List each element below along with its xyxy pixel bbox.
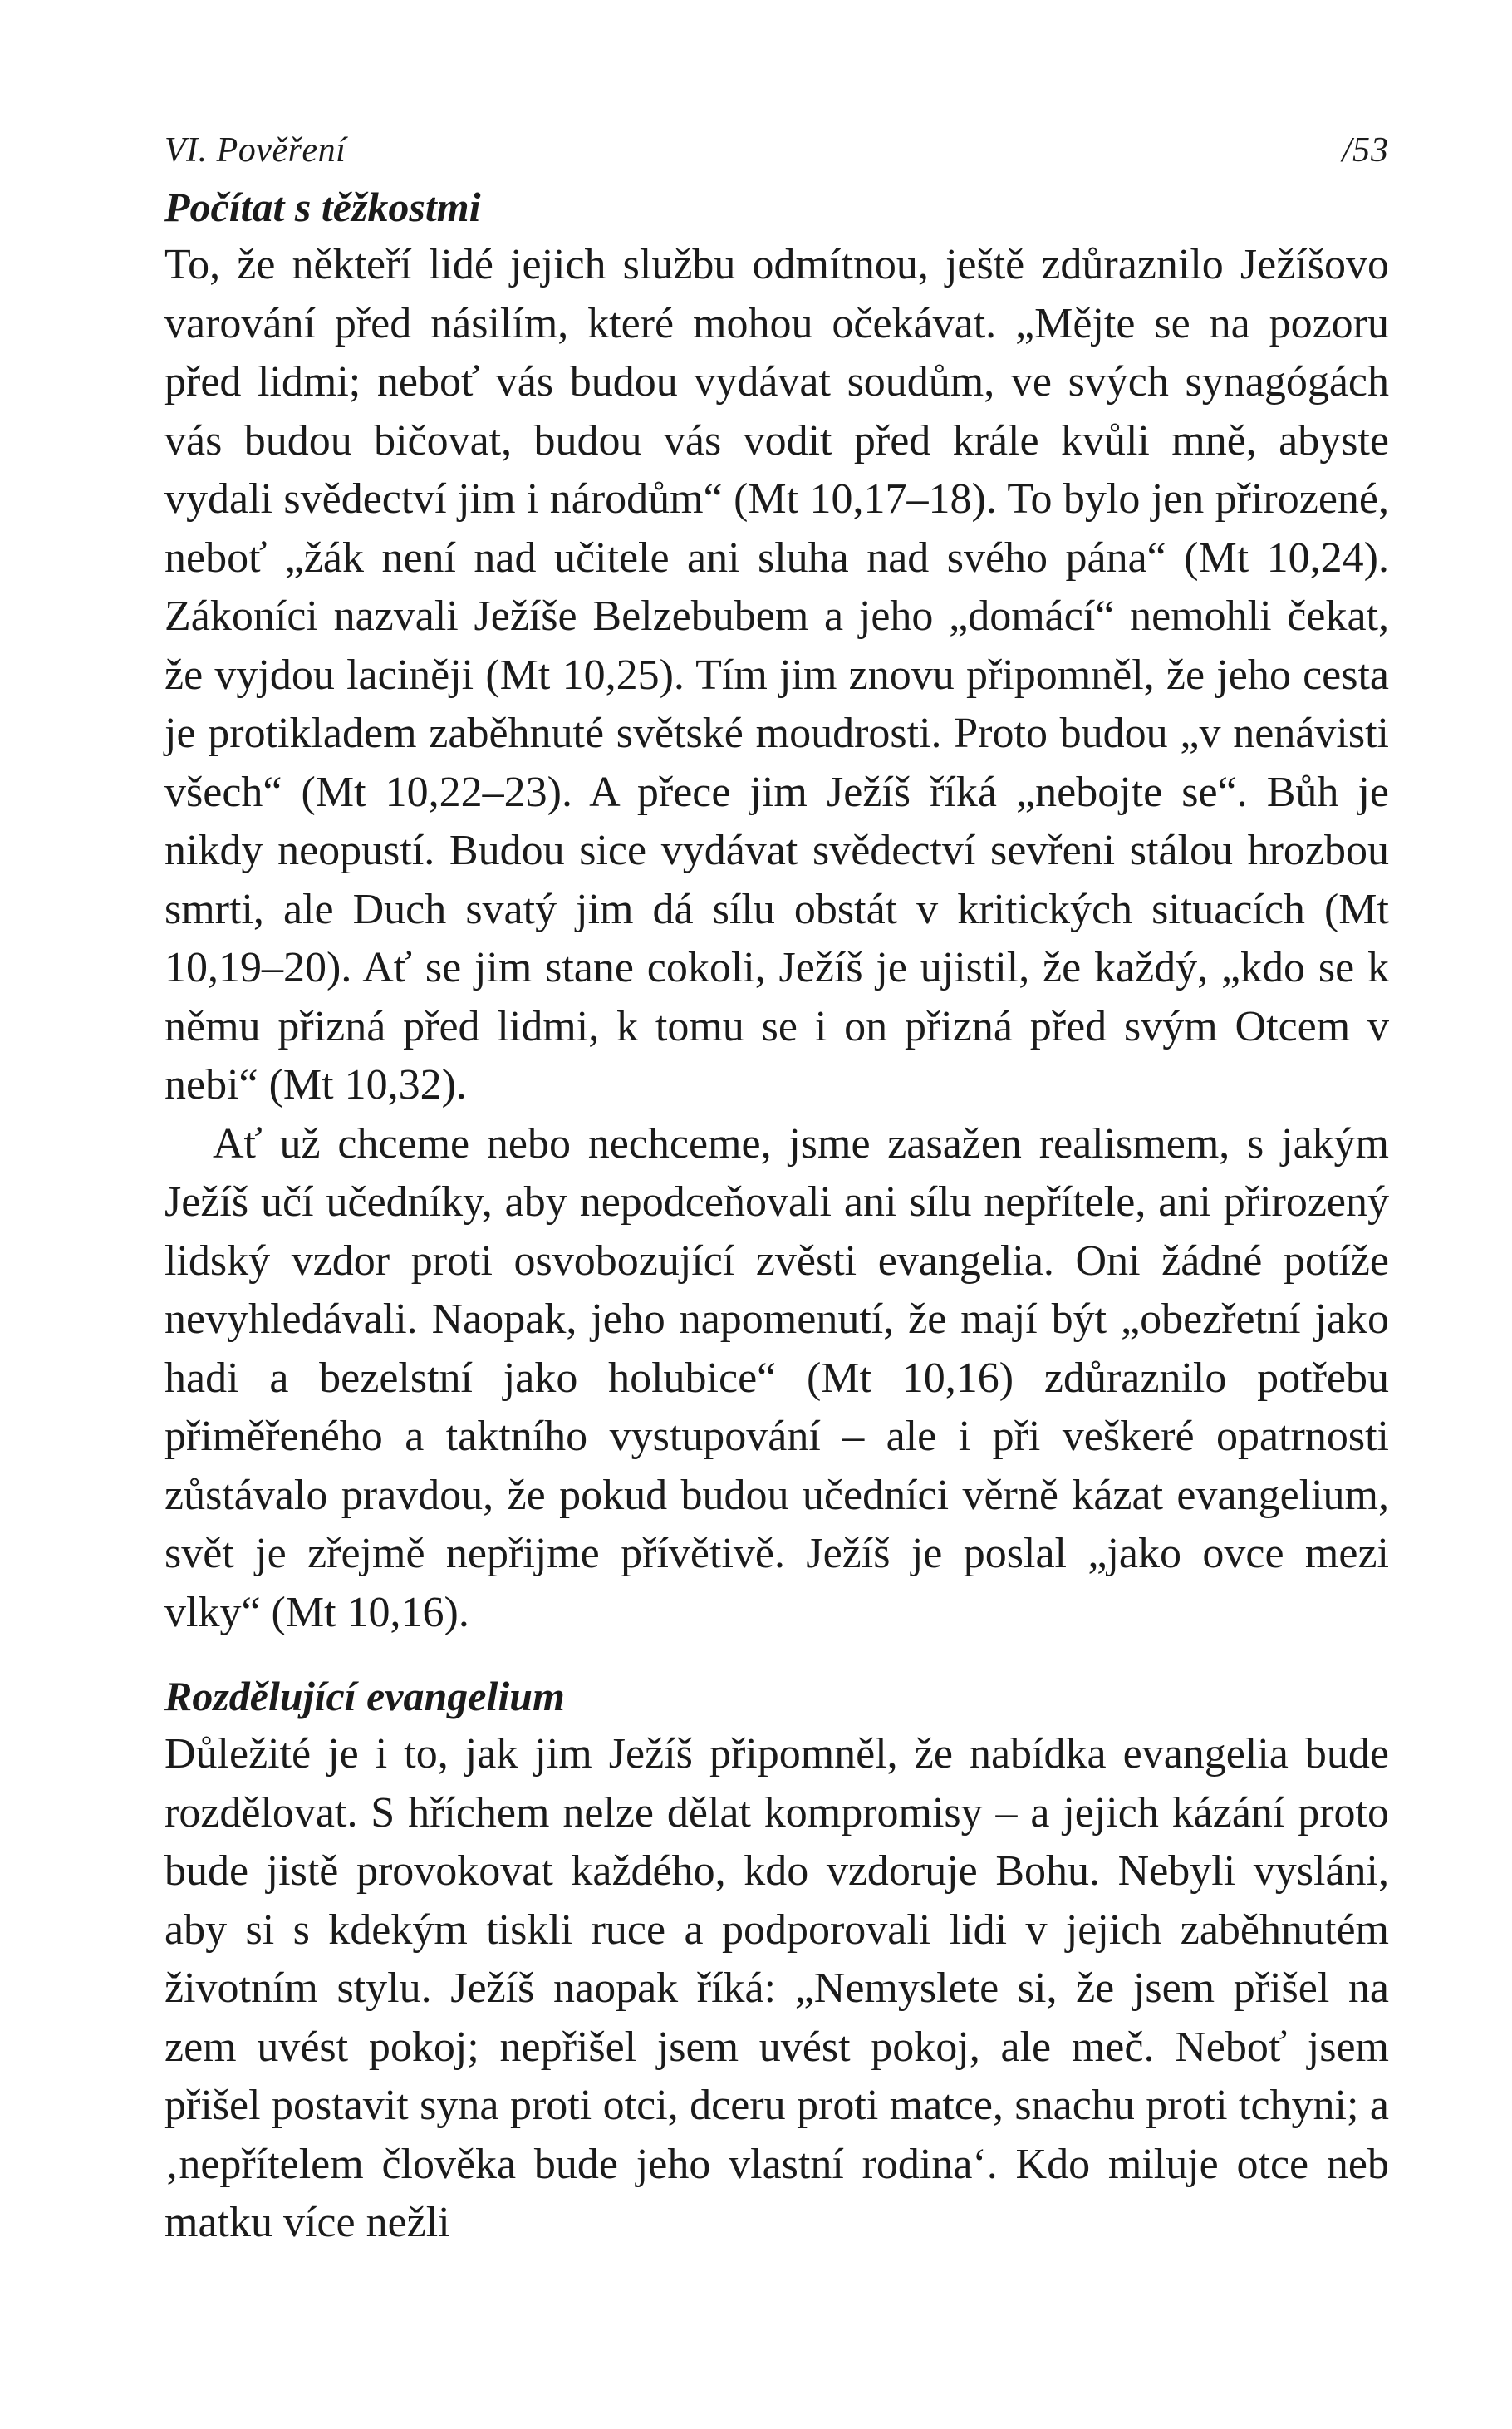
chapter-title: VI. Pověření [164, 131, 346, 170]
page-number: /53 [1342, 131, 1389, 170]
section-gap [164, 1642, 1389, 1667]
paragraph: Ať už chceme nebo nechceme, jsme zasažen realismem, s jakým Ježíš učí učedníky, aby nepodceňovali ani sílu nepřítele, ani přirozený lidský vzdor proti osvobozující zvěsti evangelia. Oni žádné potíže nevyhledávali. Naopak, jeho napomenutí, že mají být „obezřetní jako hadi a bezelstní jako holubice“ (Mt 10,16) zdůraznilo potřebu přiměřeného a taktního vystupování – ale i při veškeré opatrnosti zůstávalo pravdou, že pokud budou učedníci věrně kázat evangelium, svět je zřejmě nepřijme přívětivě. Ježíš je poslal „jako ovce mezi vlky“ (Mt 10,16). [164, 1119, 1389, 1636]
paragraph: To, že někteří lidé jejich službu odmítnou, ještě zdůraznilo Ježíšovo varování před násilím, které mohou očekávat. „Mějte se na pozoru před lidmi; neboť vás budou vydávat soudům, ve svých synagógách vás budou bičovat, budou vás vodit před krále kvůli mně, abyste vydali svědectví jim i národům“ (Mt 10,17–18). To bylo jen přirozené, neboť „žák není nad učitele ani sluha nad svého pána“ (Mt 10,24). Zákoníci nazvali Ježíše Belzebubem a jeho „domácí“ nemohli čekat, že vyjdou laciněji (Mt 10,25). Tím jim znovu připomněl, že jeho cesta je protikladem zaběhnuté světské moudrosti. Proto budou „v nenávisti všech“ (Mt 10,22–23). A přece jim Ježíš říká „nebojte se“. Bůh je nikdy neopustí. Budou sice vydávat svědectví sevřeni stálou hrozbou smrti, ale Duch svatý jim dá sílu obstát v kritických situacích (Mt 10,19–20). Ať se jim stane cokoli, Ježíš je ujistil, že každý, „kdo se k němu přizná před lidmi, k tomu se i on přizná před svým Otcem v nebi“ (Mt 10,32). [164, 241, 1389, 1109]
section-pocitat-s-tezkostmi [164, 178, 1389, 1642]
book-page [164, 123, 1389, 2253]
paragraph: Důležité je i to, jak jim Ježíš připomněl, že nabídka evangelia bude rozdělovat. S hříchem nelze dělat kompromisy – a jejich kázání proto bude jistě provokovat každého, kdo vzdoruje Bohu. Nebyli vysláni, aby si s kdekým tiskli ruce a podporovali lidi v jejich zaběhnutém životním stylu. Ježíš naopak říká: „Nemyslete si, že jsem přišel na zem uvést pokoj; nepřišel jsem uvést pokoj, ale meč. Neboť jsem přišel postavit syna proti otci, dceru proti matce, snachu proti tchyni; a ‚nepřítelem člověka bude jeho vlastní rodina‘. Kdo miluje otce neb matku více nežli [164, 1730, 1389, 2246]
section-rozdelujici-evangelium [164, 1667, 1389, 2253]
running-head [164, 123, 1389, 178]
section-heading: Rozdělující evangelium [164, 1673, 565, 1719]
section-heading: Počítat s těžkostmi [164, 184, 481, 230]
